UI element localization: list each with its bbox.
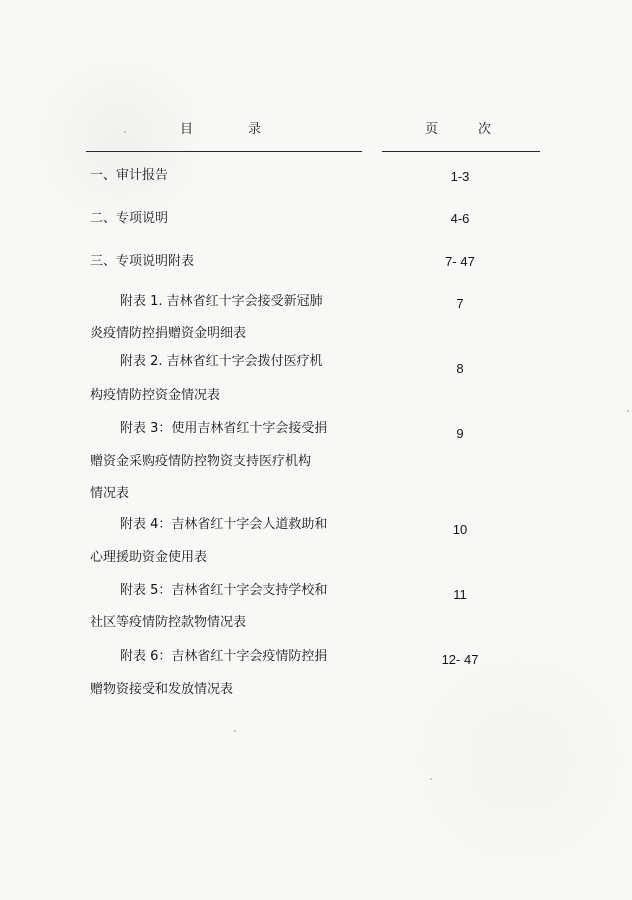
toc-entry-appendix-3-line-2: 赠资金采购疫情防控物资支持医疗机构 [90,454,312,469]
toc-page-special-notes: 4-6 [450,211,470,226]
scan-speck [627,410,629,412]
toc-entry-appendix-1-line-2: 炎疫情防控捐赠资金明细表 [90,326,247,341]
toc-page-appendix-5: 11 [453,587,467,602]
toc-page-appendix-6: 12- 47 [441,652,479,667]
toc-entry-appendix-2-line-1: 附表 2. 吉林省红十字会拨付医疗机 [120,354,323,369]
toc-entry-appendix-2-line-2: 构疫情防控资金情况表 [90,388,221,403]
toc-entry-appendix-3-line-1: 附表 3：使用吉林省红十字会接受捐 [120,421,328,436]
page-heading-rule [382,151,540,152]
contents-heading-rule [86,151,362,152]
toc-page-appendix-4: 10 [452,522,468,537]
toc-entry-special-notes-appendix: 三、专项说明附表 [90,254,195,269]
toc-entry-appendix-6-line-1: 附表 6：吉林省红十字会疫情防控捐 [120,649,328,664]
toc-page-appendix-2: 8 [456,361,464,376]
toc-entry-appendix-5-line-2: 社区等疫情防控款物情况表 [90,615,247,630]
toc-entry-appendix-5-line-1: 附表 5：吉林省红十字会支持学校和 [120,583,328,598]
contents-heading-char-1: 目 [180,122,194,137]
contents-heading-char-2: 录 [248,122,262,137]
toc-entry-appendix-6-line-2: 赠物资接受和发放情况表 [90,682,234,697]
toc-entry-special-notes: 二、专项说明 [90,211,169,226]
toc-page-appendix-3: 9 [456,426,464,441]
scan-speck [234,730,236,732]
page-heading-char-1: 页 [425,122,439,137]
scan-speck [124,131,126,133]
toc-entry-audit-report: 一、审计报告 [90,168,169,183]
toc-entry-appendix-1-line-1: 附表 1. 吉林省红十字会接受新冠肺 [120,294,323,309]
page-heading-char-2: 次 [478,122,492,137]
toc-page-appendix-1: 7 [456,296,464,311]
toc-page-special-notes-appendix: 7- 47 [445,254,475,269]
toc-entry-appendix-4-line-2: 心理援助资金使用表 [90,550,208,565]
scan-speck [430,778,432,780]
toc-entry-appendix-4-line-1: 附表 4：吉林省红十字会人道救助和 [120,517,328,532]
toc-page-audit-report: 1-3 [450,169,470,184]
toc-entry-appendix-3-line-3: 情况表 [90,486,130,501]
